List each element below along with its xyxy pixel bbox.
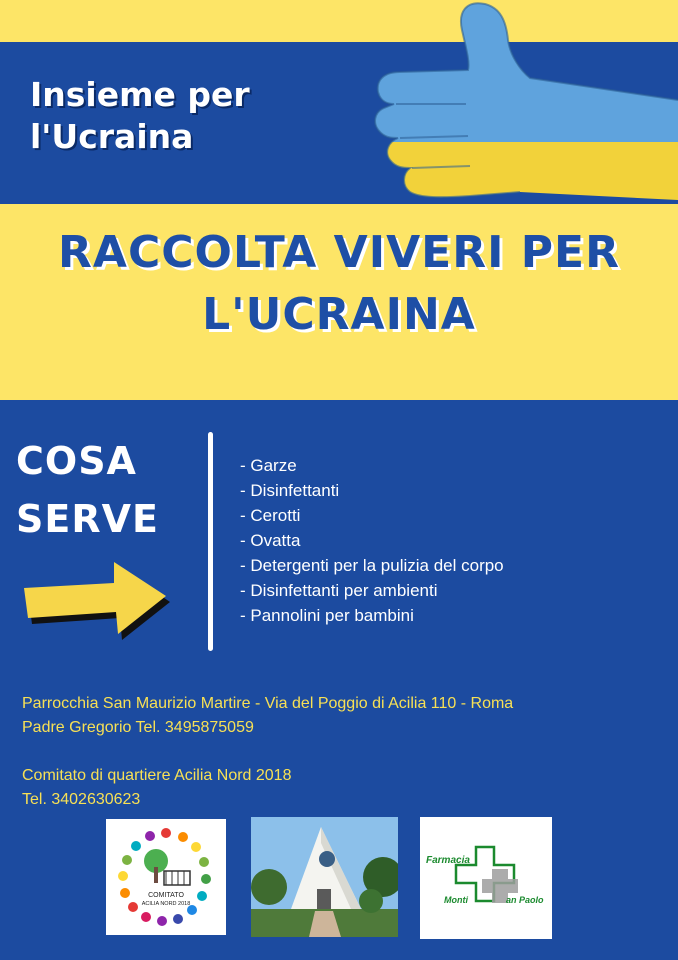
slogan-line-1: Insieme per xyxy=(30,75,250,114)
list-item: - Pannolini per bambini xyxy=(240,606,414,625)
committee-name: Comitato di quartiere Acilia Nord 2018 xyxy=(22,767,292,784)
list-item: - Cerotti xyxy=(240,506,301,525)
church-photo xyxy=(251,817,398,937)
slogan-line-2: l'Ucraina xyxy=(30,117,194,156)
vertical-divider xyxy=(208,432,213,651)
needs-heading xyxy=(16,432,196,548)
thumbs-up-hand-icon xyxy=(370,0,678,205)
comitato-logo-graphic xyxy=(106,819,226,935)
comitato-logo xyxy=(106,819,226,935)
list-item: - Disinfettanti xyxy=(240,481,340,500)
slogan-heading xyxy=(30,74,360,158)
farmacia-word: Farmacia xyxy=(426,855,470,866)
right-arrow-icon xyxy=(20,558,175,643)
farmacia-logo xyxy=(420,817,552,939)
needs-heading-line-1: COSA xyxy=(16,439,137,483)
needs-list xyxy=(240,453,504,628)
committee-phone: Tel. 3402630623 xyxy=(22,791,141,808)
list-item: - Detergenti per la pulizia del corpo xyxy=(240,556,504,575)
list-item: - Garze xyxy=(240,456,297,475)
farmacia-name-part-1: Monti xyxy=(444,895,468,905)
needs-heading-line-2: SERVE xyxy=(16,497,159,541)
comitato-logo-line-2: ACILIA NORD 2018 xyxy=(141,901,191,907)
list-item: - Ovatta xyxy=(240,531,301,550)
main-title-line-2: L'UCRAINA xyxy=(202,289,476,340)
priest-contact: Padre Gregorio Tel. 3495875059 xyxy=(22,719,254,736)
comitato-logo-line-1: COMITATO xyxy=(148,892,184,899)
list-item: - Disinfettanti per ambienti xyxy=(240,581,438,600)
main-title xyxy=(0,222,678,346)
farmacia-name-part-2: an Paolo xyxy=(506,895,544,905)
main-title-line-1: RACCOLTA VIVERI PER xyxy=(58,227,620,278)
parish-address: Parrocchia San Maurizio Martire - Via del Poggio di Acilia 110 - Roma xyxy=(22,695,514,712)
